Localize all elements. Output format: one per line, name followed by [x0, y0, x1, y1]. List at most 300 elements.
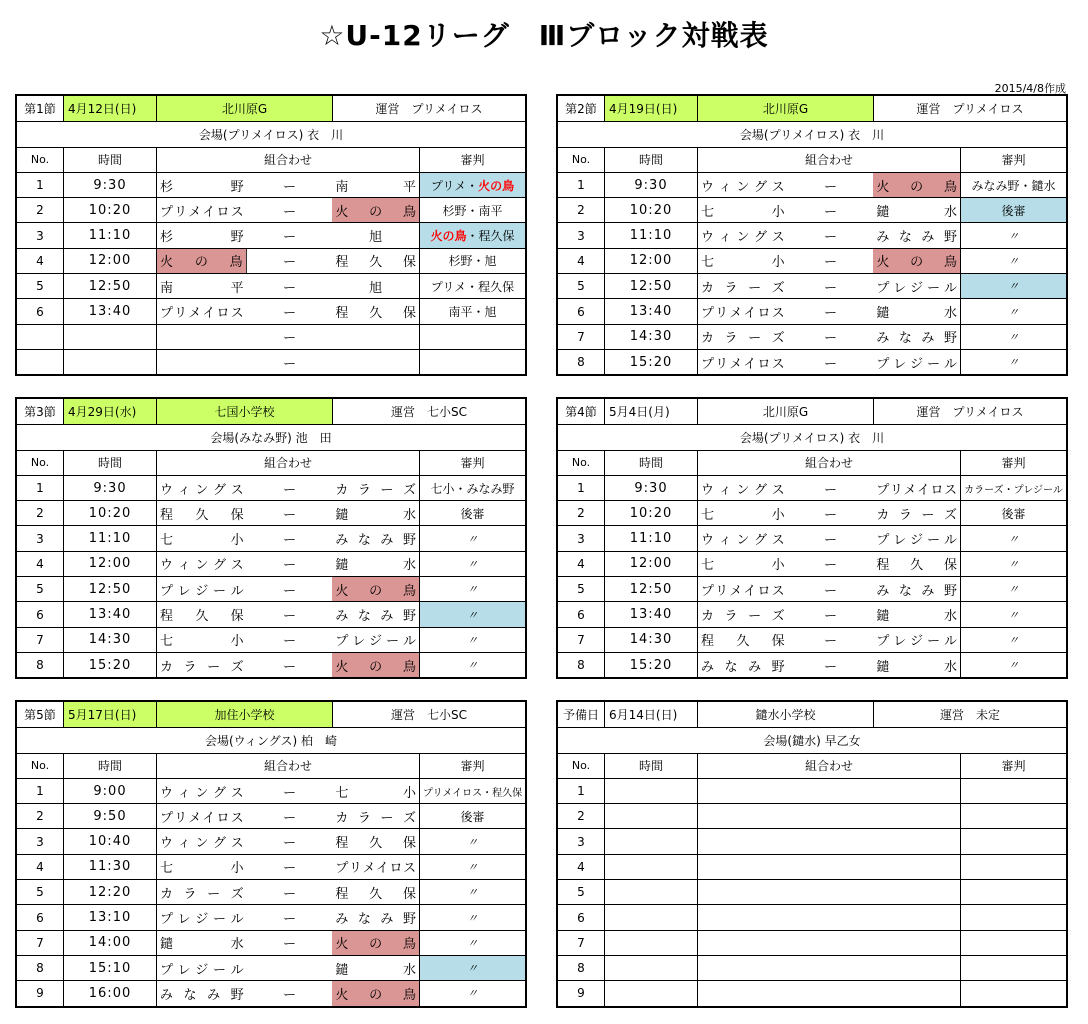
team-name-char: ー — [748, 280, 762, 296]
schedule-block-6 — [556, 700, 1068, 1008]
match-number: 3 — [577, 531, 585, 546]
team-name-char: ジ — [910, 634, 924, 650]
team-name-char: ウ — [701, 230, 715, 246]
away-team — [873, 829, 960, 853]
away-team — [332, 476, 419, 500]
versus-dash: ー — [282, 280, 296, 296]
match-time: 12:00 — [604, 552, 697, 576]
page-title: ☆U-12リーグ Ⅲブロック対戦表 — [319, 19, 769, 52]
match-time — [604, 855, 697, 879]
team-name-char: 杉 — [160, 179, 174, 195]
team-name-char: ロ — [930, 482, 944, 498]
away-team — [332, 501, 419, 525]
col-header-time: 時間 — [63, 754, 156, 778]
referee-assignment: 〃 — [419, 653, 525, 677]
team-name-char: ジ — [910, 356, 924, 372]
versus-dash: ー — [282, 179, 296, 195]
venue-name: 北川原G — [156, 96, 332, 121]
team-name-char: ィ — [177, 558, 191, 574]
team-name-char: 鳥 — [402, 987, 416, 1003]
match-pairing — [156, 501, 419, 525]
col-header-time: 時間 — [604, 148, 697, 172]
table-row — [558, 222, 1066, 247]
operator-label: 運営 未定 — [873, 702, 1066, 727]
away-team — [332, 299, 419, 323]
versus-dash: ー — [282, 331, 296, 347]
team-name-char: ズ — [230, 886, 244, 902]
col-header-referee: 審判 — [419, 148, 525, 172]
team-name-char: ィ — [177, 836, 191, 852]
team-name-char: ス — [230, 836, 244, 852]
home-team — [698, 526, 788, 550]
team-name-char: ル — [230, 583, 244, 599]
match-pairing — [697, 602, 960, 626]
team-name-char: ウ — [160, 836, 174, 852]
team-name-char: レ — [893, 280, 907, 296]
table-row — [17, 601, 525, 626]
match-number: 8 — [36, 658, 44, 673]
away-team — [873, 880, 960, 904]
match-pairing — [697, 476, 960, 500]
team-name-char: グ — [212, 836, 226, 852]
away-team — [332, 325, 419, 349]
team-name-char: メ — [188, 306, 202, 322]
versus-dash: ー — [823, 659, 837, 675]
team-name-char: ル — [943, 356, 957, 372]
match-time: 11:10 — [604, 526, 697, 550]
match-pairing — [697, 223, 960, 247]
team-name-char: ィ — [718, 179, 732, 195]
referee-assignment: 杉野・旭 — [419, 249, 525, 273]
versus-dash: ー — [823, 558, 837, 574]
match-time: 14:30 — [604, 325, 697, 349]
col-header-no: No. — [571, 153, 591, 167]
team-name-char: の — [369, 987, 383, 1003]
team-name-char: カ — [160, 659, 174, 675]
match-pairing — [156, 577, 419, 601]
team-name-char: な — [357, 533, 371, 549]
team-name-char: ジ — [195, 962, 209, 978]
table-row — [558, 803, 1066, 828]
team-name-char: メ — [729, 306, 743, 322]
away-team — [873, 501, 960, 525]
team-name-char: 保 — [943, 558, 957, 574]
match-pairing — [697, 956, 960, 980]
team-name-char: ス — [771, 306, 785, 322]
table-row — [558, 904, 1066, 929]
versus-dash: ー — [823, 634, 837, 650]
team-name-char: な — [357, 912, 371, 928]
match-date: 5月17日(日) — [63, 702, 156, 727]
table-row — [17, 349, 525, 374]
home-team — [698, 501, 788, 525]
team-name-char: カ — [876, 507, 890, 523]
team-name-char: カ — [701, 609, 715, 625]
versus-dash: ー — [282, 634, 296, 650]
table-row — [17, 930, 525, 955]
match-pairing — [697, 501, 960, 525]
match-pairing — [156, 981, 419, 1005]
team-name-char: ウ — [160, 785, 174, 801]
versus-dash: ー — [282, 659, 296, 675]
team-name-char: メ — [903, 482, 917, 498]
versus-dash: ー — [823, 306, 837, 322]
block-header-row — [558, 96, 1066, 121]
referee-assignment — [419, 350, 525, 374]
team-name-char: 久 — [195, 609, 209, 625]
match-time — [604, 905, 697, 929]
match-pairing — [156, 931, 419, 955]
home-team — [157, 274, 247, 298]
match-time: 12:50 — [63, 577, 156, 601]
team-name-char: 水 — [402, 507, 416, 523]
team-name-char: グ — [753, 533, 767, 549]
away-team — [873, 552, 960, 576]
team-name-char: み — [921, 583, 935, 599]
home-team — [157, 577, 247, 601]
team-name-char: プ — [160, 583, 174, 599]
match-time — [604, 880, 697, 904]
operator-label: 運営 七小SC — [332, 399, 525, 424]
match-time: 13:10 — [63, 905, 156, 929]
match-time: 12:00 — [63, 249, 156, 273]
team-name-char: ラ — [357, 482, 371, 498]
table-row — [17, 879, 525, 904]
referee-assignment: 〃 — [960, 577, 1066, 601]
versus-dash: ー — [823, 255, 837, 271]
operator-label: 運営 プリメイロス — [332, 96, 525, 121]
away-team — [873, 577, 960, 601]
team-name-char: 七 — [160, 634, 174, 650]
table-row — [558, 500, 1066, 525]
team-name-char: 保 — [402, 886, 416, 902]
match-number: 1 — [36, 481, 44, 496]
referee-assignment: 〃 — [419, 855, 525, 879]
table-row — [17, 904, 525, 929]
away-team — [873, 173, 960, 197]
referee-assignment — [960, 829, 1066, 853]
referee-assignment: 後審 — [419, 804, 525, 828]
team-name-char: の — [369, 204, 383, 220]
table-row — [17, 980, 525, 1005]
team-name-char: リ — [889, 482, 903, 498]
versus-dash: ー — [823, 507, 837, 523]
team-name-char: レ — [177, 583, 191, 599]
versus-dash: ー — [823, 230, 837, 246]
site-label: 会場(プリメイロス) 衣 川 — [739, 127, 885, 142]
away-team — [873, 653, 960, 677]
round-label: 第2節 — [565, 102, 597, 117]
referee-assignment: みなみ野・鑓水 — [960, 173, 1066, 197]
team-name-char: み — [380, 609, 394, 625]
match-pairing — [156, 829, 419, 853]
versus-dash: ー — [282, 507, 296, 523]
team-name-char: ィ — [177, 785, 191, 801]
referee-assignment: 〃 — [419, 628, 525, 652]
team-name-char: 野 — [230, 987, 244, 1003]
table-row — [17, 298, 525, 323]
team-name-char: イ — [916, 482, 930, 498]
team-name-char: ウ — [701, 179, 715, 195]
match-pairing — [697, 249, 960, 273]
away-team — [332, 981, 419, 1005]
away-team — [332, 577, 419, 601]
table-row — [558, 980, 1066, 1005]
match-time: 15:20 — [604, 653, 697, 677]
versus-dash: ー — [282, 230, 296, 246]
match-number: 1 — [36, 784, 44, 799]
team-name-char: 鳥 — [402, 937, 416, 953]
team-name-char: ズ — [230, 659, 244, 675]
match-number: 4 — [36, 859, 44, 874]
away-team — [873, 931, 960, 955]
team-name-char: 七 — [701, 558, 715, 574]
team-name-char: ィ — [718, 482, 732, 498]
team-name-char: ー — [927, 356, 941, 372]
versus-dash: ー — [282, 255, 296, 271]
away-team — [332, 552, 419, 576]
team-name-char: ン — [195, 558, 209, 574]
team-name-char: プ — [876, 533, 890, 549]
team-name-char: 久 — [369, 255, 383, 271]
team-name-char: 火 — [335, 204, 349, 220]
team-name-char: ジ — [195, 912, 209, 928]
home-team — [698, 981, 788, 1005]
team-name-char: プ — [701, 583, 715, 599]
team-name-char: 南 — [160, 280, 174, 296]
team-name-char: ィ — [718, 533, 732, 549]
match-number: 6 — [577, 304, 585, 319]
team-name-char: リ — [174, 204, 188, 220]
team-name-char: ン — [736, 533, 750, 549]
table-row — [17, 248, 525, 273]
match-number: 1 — [577, 784, 585, 799]
referee-assignment — [419, 173, 525, 197]
team-name-char: ロ — [757, 306, 771, 322]
team-name-char: な — [357, 609, 371, 625]
team-name-char: み — [748, 659, 762, 675]
round-label: 第4節 — [565, 405, 597, 420]
team-name-char: み — [876, 583, 890, 599]
away-team — [332, 855, 419, 879]
team-name-char: 小 — [771, 558, 785, 574]
col-header-time: 時間 — [63, 451, 156, 475]
home-team — [157, 526, 247, 550]
match-pairing — [697, 880, 960, 904]
table-row — [558, 955, 1066, 980]
team-name-char: の — [194, 255, 208, 271]
team-name-char: 程 — [335, 886, 349, 902]
round-label: 予備日 — [562, 708, 599, 723]
match-time: 14:30 — [604, 628, 697, 652]
team-name-char: イ — [202, 306, 216, 322]
table-row — [558, 930, 1066, 955]
team-name-char: 鳥 — [402, 659, 416, 675]
team-name-char: ン — [736, 230, 750, 246]
home-team — [157, 855, 247, 879]
col-header-time: 時間 — [63, 148, 156, 172]
team-name-char: イ — [202, 204, 216, 220]
team-name-char: 小 — [230, 861, 244, 877]
team-name-char: ジ — [910, 280, 924, 296]
block-header-row — [17, 399, 525, 424]
match-number: 6 — [36, 910, 44, 925]
referee-assignment: 南平・旭 — [419, 299, 525, 323]
referee-assignment: 〃 — [419, 981, 525, 1005]
match-date: 4月12日(日) — [63, 96, 156, 121]
col-header-no: No. — [30, 153, 50, 167]
match-time: 9:30 — [604, 173, 697, 197]
team-name-char: ジ — [369, 634, 383, 650]
table-row — [558, 627, 1066, 652]
versus-dash: ー — [823, 609, 837, 625]
team-name-char: リ — [715, 356, 729, 372]
home-team — [698, 476, 788, 500]
table-row — [17, 778, 525, 803]
match-number: 8 — [36, 961, 44, 976]
team-name-char: リ — [715, 583, 729, 599]
home-team — [157, 501, 247, 525]
table-row — [17, 803, 525, 828]
col-header-match: 組合わせ — [697, 148, 960, 172]
away-team — [332, 274, 419, 298]
team-name-char: ジ — [910, 533, 924, 549]
match-time — [604, 829, 697, 853]
team-name-char: プ — [876, 482, 890, 498]
schedule-block-3 — [15, 397, 527, 679]
team-name-char: 七 — [160, 861, 174, 877]
team-name-char: 小 — [230, 634, 244, 650]
away-team — [332, 628, 419, 652]
match-number: 8 — [577, 658, 585, 673]
table-row — [558, 475, 1066, 500]
match-time: 11:10 — [63, 223, 156, 247]
away-team — [873, 476, 960, 500]
team-name-char: 野 — [230, 179, 244, 195]
match-number: 4 — [36, 253, 44, 268]
match-time: 12:50 — [604, 577, 697, 601]
match-time: 12:50 — [63, 274, 156, 298]
team-name-char: 鳥 — [943, 179, 957, 195]
home-team — [698, 325, 788, 349]
match-time: 11:10 — [604, 223, 697, 247]
referee-assignment: カラーズ・プレジール — [960, 476, 1066, 500]
team-name-char: 水 — [230, 937, 244, 953]
versus-dash: ー — [282, 810, 296, 826]
team-name-char: 小 — [771, 204, 785, 220]
team-name-char: 小 — [771, 255, 785, 271]
team-name-char: ズ — [771, 280, 785, 296]
site-label: 会場(ウィングス) 柏 崎 — [204, 733, 338, 748]
match-number: 6 — [36, 304, 44, 319]
team-name-char: メ — [188, 204, 202, 220]
team-name-char: レ — [893, 634, 907, 650]
versus-dash: ー — [282, 937, 296, 953]
team-name-char: み — [380, 533, 394, 549]
table-row — [17, 627, 525, 652]
versus-dash: ー — [823, 533, 837, 549]
match-pairing — [156, 173, 419, 197]
team-name-char: 火 — [876, 179, 890, 195]
home-team — [698, 829, 788, 853]
table-row — [558, 879, 1066, 904]
match-time: 15:10 — [63, 956, 156, 980]
match-time: 14:30 — [63, 628, 156, 652]
referee-assignment: 〃 — [419, 829, 525, 853]
match-pairing — [156, 274, 419, 298]
team-name-char: の — [369, 659, 383, 675]
match-time: 12:00 — [604, 249, 697, 273]
referee-assignment — [960, 981, 1066, 1005]
referee-assignment: 後審 — [960, 501, 1066, 525]
match-time: 10:40 — [63, 829, 156, 853]
referee-assignment: 〃 — [419, 905, 525, 929]
block-header-row — [558, 702, 1066, 727]
column-header-row — [17, 147, 525, 172]
home-team — [698, 855, 788, 879]
table-row — [17, 955, 525, 980]
match-number: 7 — [577, 329, 585, 344]
home-team — [157, 829, 247, 853]
match-time: 9:30 — [63, 173, 156, 197]
team-name-char: カ — [701, 280, 715, 296]
team-name-char: 久 — [910, 558, 924, 574]
table-row — [558, 551, 1066, 576]
match-pairing — [156, 198, 419, 222]
site-label: 会場(みなみ野) 池 田 — [210, 430, 332, 445]
match-pairing — [156, 804, 419, 828]
away-team — [873, 526, 960, 550]
team-name-char: プ — [876, 356, 890, 372]
team-name-char: イ — [202, 810, 216, 826]
team-name-char: ー — [748, 331, 762, 347]
away-team — [332, 223, 419, 247]
home-team — [157, 602, 247, 626]
team-name-char: イ — [743, 356, 757, 372]
team-name-char: ー — [212, 583, 226, 599]
referee-assignment: 杉野・南平 — [419, 198, 525, 222]
team-name-char: ス — [943, 482, 957, 498]
created-date: 2015/4/8作成 — [994, 82, 1066, 95]
team-name-char: な — [724, 659, 738, 675]
team-name-char: 火 — [335, 659, 349, 675]
home-team — [698, 880, 788, 904]
team-name-char: 程 — [160, 507, 174, 523]
match-number: 7 — [577, 632, 585, 647]
match-pairing — [697, 855, 960, 879]
away-team — [332, 880, 419, 904]
referee-assignment — [960, 905, 1066, 929]
match-pairing — [697, 350, 960, 374]
schedule-block-1 — [15, 94, 527, 376]
team-name-char: の — [369, 583, 383, 599]
match-time: 13:40 — [604, 299, 697, 323]
match-number: 6 — [577, 607, 585, 622]
team-name-char: 野 — [402, 533, 416, 549]
team-name-char: 平 — [402, 179, 416, 195]
team-name-char: ー — [207, 886, 221, 902]
round-label: 第5節 — [24, 708, 56, 723]
team-name-char: ル — [943, 634, 957, 650]
away-team — [332, 905, 419, 929]
team-name-char: 鳥 — [229, 255, 243, 271]
table-row — [558, 197, 1066, 222]
referee-assignment: 〃 — [419, 880, 525, 904]
match-time: 10:20 — [604, 198, 697, 222]
team-name-char: プ — [876, 280, 890, 296]
team-name-char: 小 — [230, 533, 244, 549]
team-name-char: メ — [729, 356, 743, 372]
